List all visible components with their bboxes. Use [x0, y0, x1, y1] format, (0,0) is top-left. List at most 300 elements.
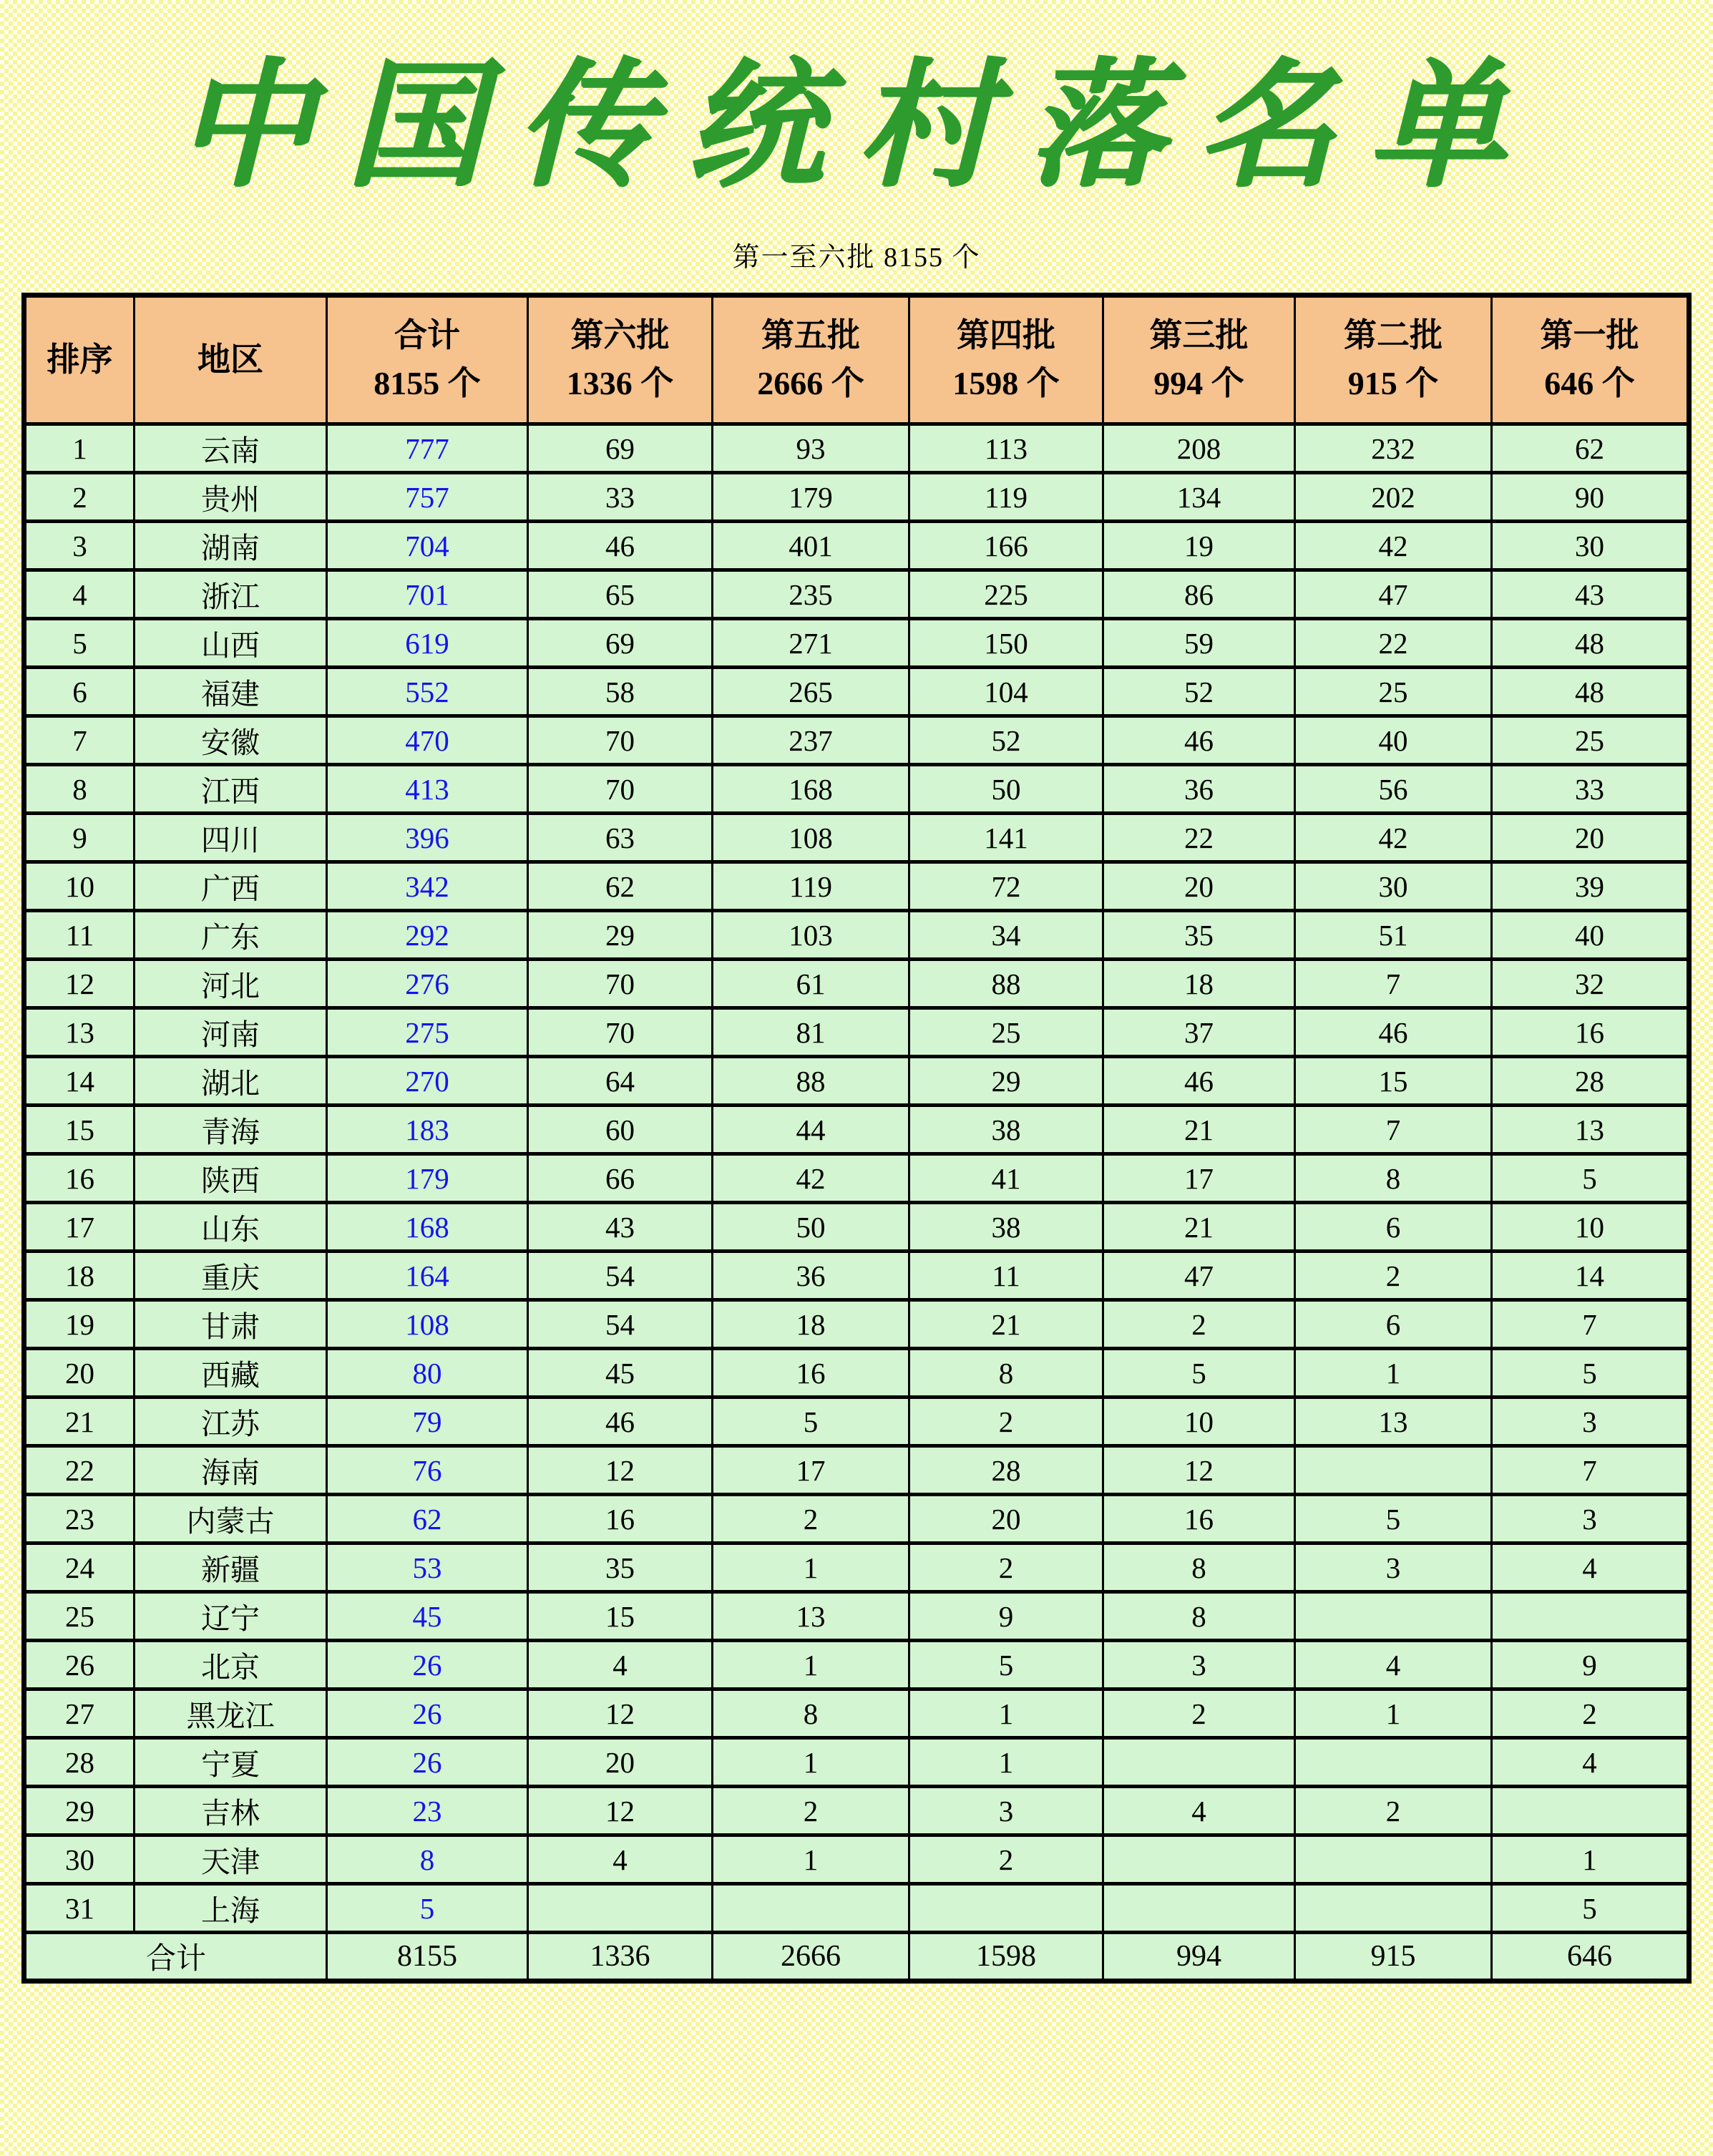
- cell-batch6: 64: [528, 1057, 713, 1106]
- cell-total: 183: [327, 1106, 528, 1154]
- cell-batch2: 7: [1295, 1106, 1492, 1154]
- cell-region: 浙江: [135, 570, 327, 619]
- cell-batch2: 1: [1295, 1689, 1492, 1738]
- cell-total: 413: [327, 765, 528, 814]
- table-row: [24, 668, 1689, 716]
- cell-batch1: 30: [1492, 522, 1689, 570]
- cell-rank: 4: [24, 570, 135, 619]
- cell-batch2: 25: [1295, 668, 1492, 716]
- cell-batch5: 42: [713, 1154, 909, 1203]
- cell-batch2: 5: [1295, 1495, 1492, 1543]
- cell-batch3: 12: [1103, 1446, 1295, 1495]
- cell-batch2: 202: [1295, 473, 1492, 522]
- table-row: [24, 1446, 1689, 1495]
- table-row: [24, 1154, 1689, 1203]
- cell-region: 内蒙古: [135, 1495, 327, 1543]
- header-batch6-count: 1336 个: [566, 365, 674, 401]
- cell-batch3: 134: [1103, 473, 1295, 522]
- cell-batch4: 225: [909, 570, 1103, 619]
- header-row: [24, 296, 1689, 424]
- cell-region: 湖北: [135, 1057, 327, 1106]
- cell-batch3: 46: [1103, 1057, 1295, 1106]
- cell-rank: 30: [24, 1835, 135, 1884]
- cell-region: 西藏: [135, 1349, 327, 1398]
- cell-batch4: 88: [909, 960, 1103, 1008]
- cell-batch5: 119: [713, 862, 909, 911]
- cell-batch1: 1: [1492, 1835, 1689, 1884]
- table-row: [24, 1008, 1689, 1057]
- cell-batch5: 108: [713, 814, 909, 862]
- cell-total: 76: [327, 1446, 528, 1495]
- cell-total: 26: [327, 1689, 528, 1738]
- cell-batch5: 2: [713, 1787, 909, 1835]
- cell-rank: 17: [24, 1203, 135, 1252]
- cell-batch4: 28: [909, 1446, 1103, 1495]
- header-batch5: [713, 296, 909, 424]
- cell-batch1: 25: [1492, 716, 1689, 765]
- cell-batch6: 12: [528, 1787, 713, 1835]
- cell-rank: 3: [24, 522, 135, 570]
- cell-batch5: 1: [713, 1835, 909, 1884]
- cell-region: 山西: [135, 619, 327, 668]
- table-row: [24, 1787, 1689, 1835]
- cell-batch2: 2: [1295, 1787, 1492, 1835]
- header-batch3-count: 994 个: [1153, 365, 1244, 401]
- cell-rank: 12: [24, 960, 135, 1008]
- cell-batch3: 5: [1103, 1349, 1295, 1398]
- table-row: [24, 1057, 1689, 1106]
- cell-batch2: 47: [1295, 570, 1492, 619]
- cell-batch1: 16: [1492, 1008, 1689, 1057]
- cell-batch2: 56: [1295, 765, 1492, 814]
- cell-region: 新疆: [135, 1543, 327, 1592]
- cell-batch5: 1: [713, 1641, 909, 1689]
- cell-batch4: 2: [909, 1398, 1103, 1446]
- total-row-batch5: 2666: [713, 1933, 909, 1981]
- cell-batch6: 58: [528, 668, 713, 716]
- cell-region: 黑龙江: [135, 1689, 327, 1738]
- cell-region: 海南: [135, 1446, 327, 1495]
- table-row: [24, 960, 1689, 1008]
- cell-total: 62: [327, 1495, 528, 1543]
- header-batch5-label: 第五批: [761, 317, 860, 354]
- total-row: [24, 1933, 1689, 1981]
- cell-batch2: 15: [1295, 1057, 1492, 1106]
- cell-rank: 25: [24, 1592, 135, 1641]
- cell-batch4: 5: [909, 1641, 1103, 1689]
- cell-batch3: 4: [1103, 1787, 1295, 1835]
- cell-rank: 20: [24, 1349, 135, 1398]
- table-row: [24, 862, 1689, 911]
- cell-batch3: 16: [1103, 1495, 1295, 1543]
- cell-batch6: 4: [528, 1835, 713, 1884]
- cell-batch3: [1103, 1884, 1295, 1933]
- header-region: [135, 296, 327, 424]
- cell-batch1: 14: [1492, 1252, 1689, 1300]
- cell-batch6: 12: [528, 1446, 713, 1495]
- cell-batch3: 8: [1103, 1543, 1295, 1592]
- cell-region: 甘肃: [135, 1300, 327, 1349]
- cell-total: 8: [327, 1835, 528, 1884]
- cell-batch2: 232: [1295, 424, 1492, 473]
- cell-batch6: 54: [528, 1300, 713, 1349]
- cell-batch3: 10: [1103, 1398, 1295, 1446]
- cell-rank: 11: [24, 911, 135, 960]
- cell-total: 292: [327, 911, 528, 960]
- table-row: [24, 1543, 1689, 1592]
- cell-batch3: 36: [1103, 765, 1295, 814]
- cell-total: 342: [327, 862, 528, 911]
- cell-batch6: 65: [528, 570, 713, 619]
- cell-batch4: 50: [909, 765, 1103, 814]
- total-row-batch1: 646: [1492, 1933, 1689, 1981]
- cell-rank: 16: [24, 1154, 135, 1203]
- header-batch3-label: 第三批: [1149, 317, 1249, 354]
- village-table: [21, 293, 1692, 1984]
- table-row: [24, 1300, 1689, 1349]
- cell-batch2: 8: [1295, 1154, 1492, 1203]
- cell-total: 164: [327, 1252, 528, 1300]
- cell-region: 福建: [135, 668, 327, 716]
- cell-batch4: 41: [909, 1154, 1103, 1203]
- cell-rank: 31: [24, 1884, 135, 1933]
- cell-batch6: 45: [528, 1349, 713, 1398]
- header-total-count: 8155 个: [374, 365, 481, 401]
- cell-total: 26: [327, 1738, 528, 1787]
- cell-region: 四川: [135, 814, 327, 862]
- cell-rank: 15: [24, 1106, 135, 1154]
- cell-batch3: 37: [1103, 1008, 1295, 1057]
- cell-batch6: 63: [528, 814, 713, 862]
- cell-batch4: 38: [909, 1203, 1103, 1252]
- cell-batch6: 29: [528, 911, 713, 960]
- cell-batch1: 40: [1492, 911, 1689, 960]
- cell-batch3: 19: [1103, 522, 1295, 570]
- cell-batch2: 2: [1295, 1252, 1492, 1300]
- cell-batch1: 39: [1492, 862, 1689, 911]
- cell-batch3: 2: [1103, 1689, 1295, 1738]
- table-row: [24, 716, 1689, 765]
- total-row-batch4: 1598: [909, 1933, 1103, 1981]
- table-row: [24, 424, 1689, 473]
- cell-batch5: 61: [713, 960, 909, 1008]
- cell-batch2: 3: [1295, 1543, 1492, 1592]
- cell-total: 179: [327, 1154, 528, 1203]
- cell-batch5: 88: [713, 1057, 909, 1106]
- cell-batch1: 20: [1492, 814, 1689, 862]
- cell-batch6: 66: [528, 1154, 713, 1203]
- table-row: [24, 1252, 1689, 1300]
- cell-batch4: 38: [909, 1106, 1103, 1154]
- cell-region: 广东: [135, 911, 327, 960]
- cell-batch1: 4: [1492, 1738, 1689, 1787]
- cell-batch1: 48: [1492, 668, 1689, 716]
- table-row: [24, 1641, 1689, 1689]
- cell-batch6: 16: [528, 1495, 713, 1543]
- header-batch1-label: 第一批: [1540, 317, 1639, 354]
- cell-total: 108: [327, 1300, 528, 1349]
- header-batch1: [1492, 296, 1689, 424]
- cell-batch5: 103: [713, 911, 909, 960]
- cell-batch1: 7: [1492, 1300, 1689, 1349]
- table-row: [24, 1689, 1689, 1738]
- cell-batch2: 51: [1295, 911, 1492, 960]
- cell-batch4: 21: [909, 1300, 1103, 1349]
- cell-batch3: 20: [1103, 862, 1295, 911]
- cell-batch4: 2: [909, 1835, 1103, 1884]
- cell-total: 5: [327, 1884, 528, 1933]
- header-rank: [24, 296, 135, 424]
- cell-rank: 28: [24, 1738, 135, 1787]
- cell-rank: 18: [24, 1252, 135, 1300]
- cell-batch4: 72: [909, 862, 1103, 911]
- table-row: [24, 522, 1689, 570]
- cell-batch6: 70: [528, 960, 713, 1008]
- cell-region: 北京: [135, 1641, 327, 1689]
- cell-batch1: 32: [1492, 960, 1689, 1008]
- table-body: [24, 424, 1689, 1981]
- cell-batch5: 81: [713, 1008, 909, 1057]
- cell-batch2: 46: [1295, 1008, 1492, 1057]
- page: [0, 37, 1713, 2156]
- table-row: [24, 473, 1689, 522]
- cell-batch4: 52: [909, 716, 1103, 765]
- cell-batch4: 166: [909, 522, 1103, 570]
- table-row: [24, 619, 1689, 668]
- cell-batch1: 5: [1492, 1884, 1689, 1933]
- cell-rank: 5: [24, 619, 135, 668]
- cell-region: 云南: [135, 424, 327, 473]
- cell-batch1: 3: [1492, 1398, 1689, 1446]
- cell-batch1: 48: [1492, 619, 1689, 668]
- table-row: [24, 1884, 1689, 1933]
- cell-batch3: 18: [1103, 960, 1295, 1008]
- cell-batch3: 2: [1103, 1300, 1295, 1349]
- header-batch2-label: 第二批: [1344, 317, 1443, 354]
- cell-batch1: 9: [1492, 1641, 1689, 1689]
- cell-rank: 21: [24, 1398, 135, 1446]
- cell-batch6: 70: [528, 765, 713, 814]
- cell-batch6: 4: [528, 1641, 713, 1689]
- cell-rank: 14: [24, 1057, 135, 1106]
- cell-batch5: 401: [713, 522, 909, 570]
- cell-batch4: 8: [909, 1349, 1103, 1398]
- table-row: [24, 1738, 1689, 1787]
- header-batch4: [909, 296, 1103, 424]
- cell-rank: 9: [24, 814, 135, 862]
- total-row-batch3: 994: [1103, 1933, 1295, 1981]
- cell-batch1: 7: [1492, 1446, 1689, 1495]
- header-batch2: [1295, 296, 1492, 424]
- cell-region: 广西: [135, 862, 327, 911]
- cell-batch5: 17: [713, 1446, 909, 1495]
- cell-rank: 19: [24, 1300, 135, 1349]
- cell-batch3: 47: [1103, 1252, 1295, 1300]
- cell-batch5: 1: [713, 1738, 909, 1787]
- cell-batch2: [1295, 1592, 1492, 1641]
- cell-region: 江西: [135, 765, 327, 814]
- cell-batch5: 2: [713, 1495, 909, 1543]
- cell-rank: 24: [24, 1543, 135, 1592]
- cell-batch4: 141: [909, 814, 1103, 862]
- cell-batch4: 11: [909, 1252, 1103, 1300]
- cell-batch5: 18: [713, 1300, 909, 1349]
- cell-batch1: 33: [1492, 765, 1689, 814]
- table-row: [24, 1398, 1689, 1446]
- table-row: [24, 1106, 1689, 1154]
- cell-rank: 26: [24, 1641, 135, 1689]
- cell-region: 吉林: [135, 1787, 327, 1835]
- cell-total: 276: [327, 960, 528, 1008]
- cell-batch6: 69: [528, 619, 713, 668]
- cell-batch6: 62: [528, 862, 713, 911]
- cell-total: 777: [327, 424, 528, 473]
- header-total: [327, 296, 528, 424]
- cell-batch4: 9: [909, 1592, 1103, 1641]
- cell-total: 26: [327, 1641, 528, 1689]
- cell-batch5: 265: [713, 668, 909, 716]
- cell-region: 河北: [135, 960, 327, 1008]
- cell-region: 湖南: [135, 522, 327, 570]
- cell-batch1: 10: [1492, 1203, 1689, 1252]
- cell-batch4: 25: [909, 1008, 1103, 1057]
- cell-batch5: 271: [713, 619, 909, 668]
- table-row: [24, 765, 1689, 814]
- cell-batch2: 6: [1295, 1203, 1492, 1252]
- cell-batch2: 40: [1295, 716, 1492, 765]
- cell-rank: 1: [24, 424, 135, 473]
- cell-batch3: 46: [1103, 716, 1295, 765]
- cell-region: 贵州: [135, 473, 327, 522]
- cell-batch6: 12: [528, 1689, 713, 1738]
- cell-batch2: 4: [1295, 1641, 1492, 1689]
- cell-batch6: 46: [528, 1398, 713, 1446]
- cell-rank: 23: [24, 1495, 135, 1543]
- cell-batch6: 60: [528, 1106, 713, 1154]
- cell-batch1: 3: [1492, 1495, 1689, 1543]
- cell-batch1: 5: [1492, 1349, 1689, 1398]
- cell-total: 23: [327, 1787, 528, 1835]
- cell-batch6: 69: [528, 424, 713, 473]
- cell-batch6: 43: [528, 1203, 713, 1252]
- cell-batch1: 43: [1492, 570, 1689, 619]
- cell-rank: 6: [24, 668, 135, 716]
- cell-batch3: 3: [1103, 1641, 1295, 1689]
- cell-total: 701: [327, 570, 528, 619]
- cell-region: 上海: [135, 1884, 327, 1933]
- page-title: 中国传统村落名单: [175, 50, 1538, 203]
- cell-total: 80: [327, 1349, 528, 1398]
- header-batch1-count: 646 个: [1544, 365, 1635, 401]
- cell-batch4: 29: [909, 1057, 1103, 1106]
- table-row: [24, 570, 1689, 619]
- cell-batch2: 30: [1295, 862, 1492, 911]
- header-batch4-label: 第四批: [957, 317, 1055, 354]
- cell-region: 天津: [135, 1835, 327, 1884]
- cell-batch5: 16: [713, 1349, 909, 1398]
- cell-rank: 7: [24, 716, 135, 765]
- cell-batch3: 86: [1103, 570, 1295, 619]
- total-row-batch6: 1336: [528, 1933, 713, 1981]
- cell-batch3: 17: [1103, 1154, 1295, 1203]
- cell-batch4: 3: [909, 1787, 1103, 1835]
- cell-batch6: 35: [528, 1543, 713, 1592]
- cell-batch1: 28: [1492, 1057, 1689, 1106]
- cell-batch3: 8: [1103, 1592, 1295, 1641]
- table-row: [24, 1835, 1689, 1884]
- cell-batch4: 150: [909, 619, 1103, 668]
- cell-batch3: 35: [1103, 911, 1295, 960]
- cell-batch6: 15: [528, 1592, 713, 1641]
- cell-batch1: 5: [1492, 1154, 1689, 1203]
- cell-batch5: [713, 1884, 909, 1933]
- cell-region: 河南: [135, 1008, 327, 1057]
- cell-batch4: 2: [909, 1543, 1103, 1592]
- table-row: [24, 1349, 1689, 1398]
- table-row: [24, 1203, 1689, 1252]
- header-batch2-count: 915 个: [1347, 365, 1439, 401]
- cell-batch2: 42: [1295, 814, 1492, 862]
- cell-batch6: 46: [528, 522, 713, 570]
- cell-batch2: 6: [1295, 1300, 1492, 1349]
- cell-total: 619: [327, 619, 528, 668]
- cell-rank: 2: [24, 473, 135, 522]
- cell-batch2: [1295, 1884, 1492, 1933]
- header-rank-label: 排序: [47, 341, 113, 378]
- cell-batch2: 7: [1295, 960, 1492, 1008]
- cell-batch4: 1: [909, 1738, 1103, 1787]
- cell-batch1: 13: [1492, 1106, 1689, 1154]
- cell-batch5: 179: [713, 473, 909, 522]
- header-total-label: 合计: [394, 317, 460, 354]
- cell-batch6: 20: [528, 1738, 713, 1787]
- cell-batch5: 237: [713, 716, 909, 765]
- cell-batch3: 59: [1103, 619, 1295, 668]
- cell-batch3: 21: [1103, 1203, 1295, 1252]
- cell-batch4: 1: [909, 1689, 1103, 1738]
- cell-rank: 8: [24, 765, 135, 814]
- table-row: [24, 1592, 1689, 1641]
- total-row-batch2: 915: [1295, 1933, 1492, 1981]
- cell-batch5: 50: [713, 1203, 909, 1252]
- cell-batch6: [528, 1884, 713, 1933]
- header-batch6: [528, 296, 713, 424]
- cell-rank: 29: [24, 1787, 135, 1835]
- cell-region: 重庆: [135, 1252, 327, 1300]
- cell-total: 470: [327, 716, 528, 765]
- cell-batch5: 5: [713, 1398, 909, 1446]
- cell-batch4: 113: [909, 424, 1103, 473]
- cell-batch3: [1103, 1835, 1295, 1884]
- cell-batch3: 21: [1103, 1106, 1295, 1154]
- cell-batch3: 22: [1103, 814, 1295, 862]
- cell-batch4: [909, 1884, 1103, 1933]
- cell-rank: 13: [24, 1008, 135, 1057]
- cell-batch2: 13: [1295, 1398, 1492, 1446]
- cell-region: 江苏: [135, 1398, 327, 1446]
- cell-batch5: 1: [713, 1543, 909, 1592]
- cell-region: 陕西: [135, 1154, 327, 1203]
- cell-batch4: 20: [909, 1495, 1103, 1543]
- cell-batch2: [1295, 1738, 1492, 1787]
- cell-batch5: 93: [713, 424, 909, 473]
- cell-total: 396: [327, 814, 528, 862]
- cell-batch5: 8: [713, 1689, 909, 1738]
- cell-region: 安徽: [135, 716, 327, 765]
- cell-batch5: 235: [713, 570, 909, 619]
- cell-total: 704: [327, 522, 528, 570]
- cell-batch1: 62: [1492, 424, 1689, 473]
